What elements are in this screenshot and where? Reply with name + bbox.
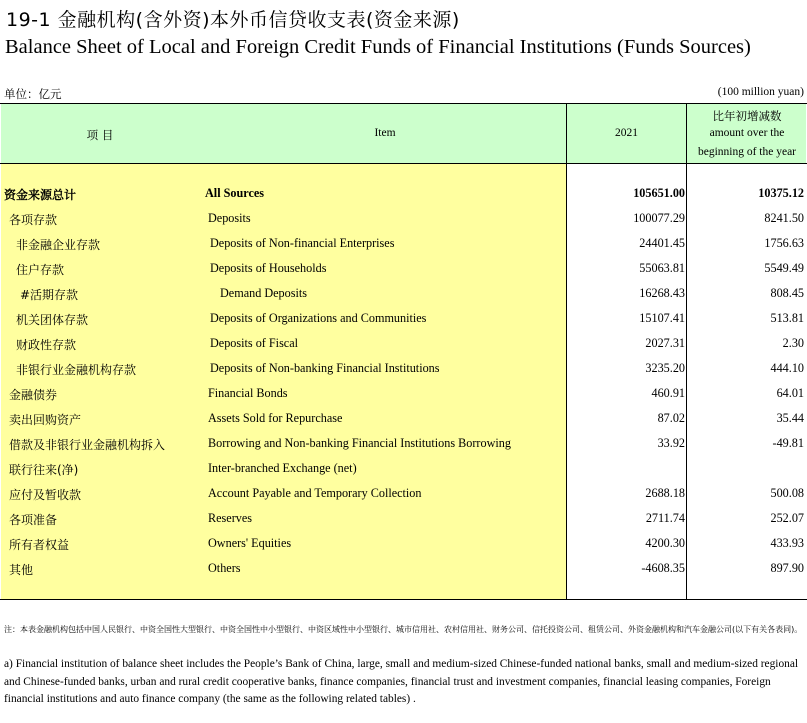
row-label-cn: 其他 (9, 563, 34, 577)
row-value-2021: 4200.30 (645, 536, 685, 550)
row-value-change: 2.30 (782, 336, 804, 350)
row-value-change: -49.81 (772, 436, 804, 450)
footnote-en: a) Financial institution of balance sheet includes the People’s Bank of China, large, small and medium-sized Chinese-funded national banks, small and medium-sized regional and Chinese-funded banks, urban and rural credit cooperative banks, finance companies, financial trust and investment companies, financial leasing companies, Foreign financial institutions and auto finance company (the same as the following related tables) . (4, 658, 799, 705)
header-change-en-1: amount over the (709, 127, 785, 139)
row-value-2021: 15107.41 (639, 311, 685, 325)
row-value-change: 5549.49 (764, 261, 804, 275)
row-label-cn: 所有者权益 (9, 538, 70, 552)
row-label-cn: 各项存款 (9, 213, 58, 227)
footnote-cn: 注：本表金融机构包括中国人民银行、中资全国性大型银行、中资全国性中小型银行、中资区域性中小型银行、城市信用社、农村信用社、财务公司、信托投资公司、租赁公司、外资金融机构和汽车金融公司(以下有关各表同)。 (4, 625, 803, 634)
row-label-cn: 金融债券 (9, 388, 58, 402)
row-value-change: 513.81 (770, 311, 804, 325)
row-value-change: 64.01 (776, 386, 804, 400)
table-row (0, 232, 807, 257)
row-label-en: Deposits of Fiscal (210, 336, 299, 350)
row-value-2021: 2688.18 (645, 486, 685, 500)
row-label-en: All Sources (205, 186, 265, 200)
table-row (0, 257, 807, 282)
row-value-2021: 460.91 (651, 386, 685, 400)
row-value-2021: 2711.74 (645, 511, 685, 525)
header-change-cn: 比年初增减数 (712, 109, 782, 123)
table-row (0, 207, 807, 232)
header-change-en-2: beginning of the year (697, 146, 797, 158)
row-label-cn: 各项准备 (9, 513, 58, 527)
row-label-en: Others (208, 561, 241, 575)
header-item-cn: 项 目 (86, 128, 114, 142)
row-value-change: 10375.12 (758, 186, 804, 200)
row-label-en: Deposits (208, 211, 251, 225)
row-value-2021: 87.02 (657, 411, 685, 425)
row-value-change: 808.45 (770, 286, 804, 300)
page-title-en: Balance Sheet of Local and Foreign Credit Funds of Financial Institutions (Funds Sources) (5, 36, 751, 58)
table-row (0, 457, 807, 482)
unit-label-en: (100 million yuan) (717, 86, 804, 98)
table-row (0, 307, 807, 332)
row-label-en: Inter-branched Exchange (net) (208, 461, 357, 475)
row-value-2021: 55063.81 (639, 261, 685, 275)
table-row (0, 282, 807, 307)
row-value-change: 500.08 (770, 486, 804, 500)
table-row (0, 357, 807, 382)
row-label-en: Assets Sold for Repurchase (208, 411, 343, 425)
row-label-cn: 资金来源总计 (4, 188, 77, 202)
row-label-cn: 联行往来(净) (9, 463, 79, 477)
row-label-en: Deposits of Non-banking Financial Institutions (210, 361, 440, 375)
row-value-2021: 3235.20 (645, 361, 685, 375)
row-label-en: Borrowing and Non-banking Financial Institutions Borrowing (208, 436, 511, 450)
row-label-cn: 机关团体存款 (16, 313, 89, 327)
row-value-2021: 33.92 (657, 436, 685, 450)
row-value-change: 1756.63 (764, 236, 804, 250)
row-value-change: 8241.50 (764, 211, 804, 225)
table-row (0, 482, 807, 507)
row-label-cn: 借款及非银行业金融机构拆入 (9, 438, 166, 452)
row-value-change: 35.44 (776, 411, 804, 425)
row-label-cn: 应付及暂收款 (9, 488, 82, 502)
table-row (0, 532, 807, 557)
row-label-en: Owners' Equities (208, 536, 292, 550)
row-value-change: 433.93 (770, 536, 804, 550)
row-label-cn: 非金融企业存款 (16, 238, 101, 252)
data-table (0, 103, 807, 600)
row-label-en: Demand Deposits (220, 286, 307, 300)
page-title-cn: 19-1 金融机构(含外资)本外币信贷收支表(资金来源) (6, 9, 460, 31)
table-row (0, 557, 807, 582)
row-label-en: Account Payable and Temporary Collection (208, 486, 422, 500)
row-value-2021: 105651.00 (633, 186, 685, 200)
table-row (0, 432, 807, 457)
table-row (0, 507, 807, 532)
table-row (0, 332, 807, 357)
table-row (0, 182, 807, 207)
row-value-2021: 16268.43 (639, 286, 685, 300)
row-value-2021: 24401.45 (639, 236, 685, 250)
header-item-en: Item (374, 127, 396, 139)
row-value-change: 252.07 (770, 511, 804, 525)
row-label-en: Financial Bonds (208, 386, 288, 400)
row-label-en: Deposits of Households (210, 261, 327, 275)
row-label-en: Deposits of Organizations and Communities (210, 311, 427, 325)
unit-label-cn: 单位：亿元 (4, 87, 62, 101)
row-label-cn: 非银行业金融机构存款 (16, 363, 137, 377)
row-label-cn: 住户存款 (16, 263, 65, 277)
row-value-2021: 2027.31 (645, 336, 685, 350)
row-label-en: Reserves (208, 511, 252, 525)
header-year: 2021 (615, 127, 638, 139)
table-row (0, 407, 807, 432)
row-value-2021: -4608.35 (641, 561, 685, 575)
row-value-change: 444.10 (770, 361, 804, 375)
row-value-2021: 100077.29 (633, 211, 685, 225)
row-label-cn: 财政性存款 (16, 338, 77, 352)
row-label-cn: 卖出回购资产 (9, 413, 82, 427)
row-label-en: Deposits of Non-financial Enterprises (210, 236, 395, 250)
row-value-change: 897.90 (770, 561, 804, 575)
table-row (0, 382, 807, 407)
row-label-cn: #活期存款 (20, 288, 79, 302)
